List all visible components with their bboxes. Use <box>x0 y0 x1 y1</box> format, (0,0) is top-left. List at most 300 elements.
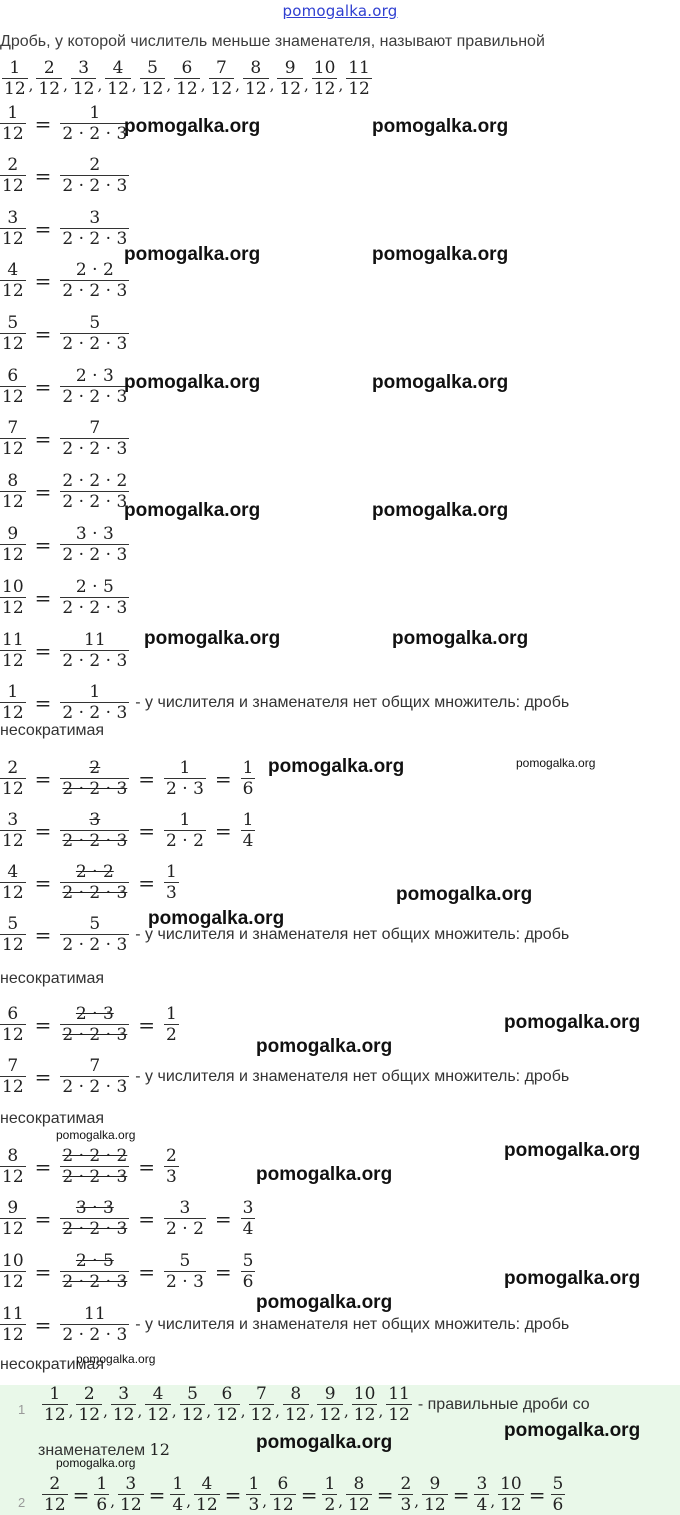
watermark: pomogalka.org <box>392 628 529 649</box>
fraction <box>0 208 26 249</box>
answer-item-number: 2 <box>18 1495 26 1510</box>
denominator: 2 <box>166 1025 177 1045</box>
equation-row <box>0 914 569 955</box>
comma: , <box>262 1491 268 1510</box>
list-fraction <box>2 58 28 99</box>
fraction <box>170 1474 185 1515</box>
equals-sign: = <box>34 268 52 293</box>
answer-fraction <box>352 1384 378 1425</box>
numerator: 8 <box>290 1384 302 1404</box>
equation-row <box>0 1251 255 1292</box>
denominator: 2 · 2 · 3 <box>62 779 128 799</box>
numerator: 6 <box>277 1474 289 1494</box>
site-header-link[interactable]: pomogalka.org <box>282 2 398 20</box>
fraction <box>60 1304 129 1345</box>
denominator: 12 <box>210 79 233 99</box>
denominator: 12 <box>2 1077 24 1097</box>
answer-row-1 <box>42 1384 590 1425</box>
numerator: 3 <box>7 208 19 228</box>
numerator: 2 <box>400 1474 412 1494</box>
numerator: 2 <box>89 758 101 778</box>
fraction-list <box>2 58 372 99</box>
fraction <box>60 1146 129 1187</box>
denominator: 12 <box>72 79 95 99</box>
numerator: 2 · 2 <box>75 862 114 882</box>
fraction <box>164 1004 179 1045</box>
numerator: 2 <box>49 1474 61 1494</box>
denominator: 12 <box>44 1405 66 1425</box>
denominator: 12 <box>348 79 370 99</box>
equation-row <box>0 418 129 459</box>
numerator: 7 <box>255 1384 267 1404</box>
denominator: 12 <box>2 492 24 512</box>
equals-sign: = <box>138 870 156 895</box>
fraction <box>0 630 26 671</box>
denominator: 2 · 2 · 3 <box>62 439 128 459</box>
watermark: pomogalka.org <box>124 244 261 265</box>
equation-row <box>0 208 129 249</box>
fraction <box>42 1474 68 1515</box>
denominator: 12 <box>196 1495 218 1515</box>
numerator: 2 · 5 <box>75 577 114 597</box>
fraction <box>0 1056 26 1097</box>
comma: , <box>269 75 275 94</box>
irreducible-note: - у числителя и знаменателя нет общих множитель: дробь <box>135 1067 570 1085</box>
watermark: pomogalka.org <box>268 756 405 777</box>
fraction <box>60 862 129 903</box>
equals-sign: = <box>34 818 52 843</box>
numerator: 10 <box>2 1251 24 1271</box>
numerator: 2 · 2 · 2 <box>62 1146 128 1166</box>
equals-sign: = <box>376 1482 394 1507</box>
numerator: 1 <box>324 1474 336 1494</box>
comma: , <box>131 75 137 94</box>
numerator: 3 <box>242 1198 254 1218</box>
fraction <box>0 577 26 618</box>
equals-sign: = <box>34 163 52 188</box>
comma: , <box>171 1401 177 1420</box>
fraction <box>60 682 129 723</box>
list-fraction <box>209 58 235 99</box>
numerator: 1 <box>49 1384 61 1404</box>
equation-row <box>0 758 255 799</box>
denominator: 4 <box>476 1495 488 1515</box>
equation-row <box>0 1004 179 1045</box>
watermark: pomogalka.org <box>124 372 261 393</box>
numerator: 2 <box>83 1384 95 1404</box>
answer-fraction <box>283 1384 309 1425</box>
denominator: 12 <box>500 1495 522 1515</box>
fraction <box>241 758 256 799</box>
fraction <box>346 1474 372 1515</box>
equation-row <box>0 577 129 618</box>
numerator: 2 <box>7 155 19 175</box>
denominator: 2 · 2 · 3 <box>62 598 128 618</box>
denominator: 6 <box>96 1495 108 1515</box>
denominator: 6 <box>242 1272 254 1292</box>
denominator: 12 <box>2 229 24 249</box>
denominator: 12 <box>216 1405 238 1425</box>
denominator: 12 <box>38 79 61 99</box>
equation-row <box>0 1146 179 1187</box>
watermark: pomogalka.org <box>396 884 533 905</box>
numerator: 3 · 3 <box>75 524 114 544</box>
numerator: 3 <box>125 1474 137 1494</box>
numerator: 5 <box>147 58 158 78</box>
watermark: pomogalka.org <box>504 1012 641 1033</box>
irreducible-note: - у числителя и знаменателя нет общих множитель: дробь <box>135 925 570 943</box>
fraction <box>60 366 129 407</box>
equals-sign: = <box>34 690 52 715</box>
fraction <box>241 1251 256 1292</box>
denominator: 2 · 2 · 3 <box>62 229 128 249</box>
equation-row <box>0 313 129 354</box>
numerator: 7 <box>7 418 19 438</box>
numerator: 3 <box>476 1474 488 1494</box>
numerator: 2 <box>7 758 19 778</box>
denominator: 12 <box>353 1405 376 1425</box>
denominator: 12 <box>44 1495 66 1515</box>
irreducible-note: - у числителя и знаменателя нет общих множитель: дробь <box>135 693 570 711</box>
equals-sign: = <box>138 1154 156 1179</box>
comma: , <box>235 75 240 94</box>
equals-sign: = <box>34 1154 52 1179</box>
denominator: 3 <box>166 1167 177 1187</box>
denominator: 12 <box>313 79 336 99</box>
watermark: pomogalka.org <box>372 244 509 265</box>
numerator: 5 <box>7 914 19 934</box>
denominator: 3 <box>166 883 177 903</box>
answer-fraction <box>317 1384 343 1425</box>
numerator: 2 <box>166 1146 177 1166</box>
answer-fraction <box>214 1384 240 1425</box>
numerator: 1 <box>9 58 21 78</box>
fraction <box>164 1146 179 1187</box>
equation-row <box>0 1056 569 1097</box>
equals-sign: = <box>34 374 52 399</box>
equals-sign: = <box>34 479 52 504</box>
denominator: 12 <box>284 1405 307 1425</box>
denominator: 2 · 3 <box>166 779 204 799</box>
numerator: 10 <box>353 1384 376 1404</box>
comma: , <box>97 75 103 94</box>
fraction <box>60 914 129 955</box>
equals-sign: = <box>34 638 52 663</box>
numerator: 8 <box>250 58 262 78</box>
list-fraction <box>346 58 372 99</box>
comma: , <box>186 1491 192 1510</box>
numerator: 4 <box>112 58 124 78</box>
list-fraction <box>174 58 200 99</box>
numerator: 5 <box>187 1384 198 1404</box>
numerator: 7 <box>89 418 101 438</box>
numerator: 6 <box>7 1004 19 1024</box>
answer-item-number: 1 <box>18 1402 26 1417</box>
numerator: 10 <box>2 577 24 597</box>
numerator: 4 <box>152 1384 164 1404</box>
numerator: 11 <box>348 58 370 78</box>
denominator: 2 · 2 · 3 <box>62 545 128 565</box>
fraction <box>60 758 129 799</box>
numerator: 6 <box>181 58 193 78</box>
denominator: 12 <box>2 176 24 196</box>
comma: , <box>309 1401 315 1420</box>
denominator: 12 <box>2 124 24 144</box>
comma: , <box>110 1491 116 1510</box>
comma: , <box>166 75 172 94</box>
denominator: 12 <box>2 651 24 671</box>
numerator: 8 <box>7 1146 19 1166</box>
list-fraction <box>277 58 303 99</box>
comma: , <box>63 75 68 94</box>
numerator: 11 <box>2 1304 24 1324</box>
fraction <box>322 1474 337 1515</box>
fraction <box>164 810 206 851</box>
watermark: pomogalka.org <box>56 1456 136 1470</box>
fraction <box>60 208 129 249</box>
fraction <box>270 1474 296 1515</box>
fraction <box>0 1251 26 1292</box>
denominator: 12 <box>424 1495 446 1515</box>
irreducible-continuation: несократимая <box>0 1110 105 1127</box>
numerator: 1 <box>166 862 177 882</box>
list-fraction <box>105 58 131 99</box>
denominator: 12 <box>2 281 24 301</box>
denominator: 12 <box>4 79 26 99</box>
numerator: 1 <box>89 682 101 702</box>
denominator: 12 <box>181 1405 204 1425</box>
equals-sign: = <box>34 922 52 947</box>
denominator: 12 <box>2 439 24 459</box>
list-fraction <box>36 58 62 99</box>
equals-sign: = <box>224 1482 242 1507</box>
fraction <box>0 862 26 903</box>
fraction <box>0 418 26 459</box>
comma: , <box>414 1491 420 1510</box>
numerator: 4 <box>7 260 19 280</box>
watermark: pomogalka.org <box>372 116 509 137</box>
numerator: 11 <box>84 630 106 650</box>
numerator: 3 · 3 <box>75 1198 114 1218</box>
denominator: 2 · 2 · 3 <box>62 1025 128 1045</box>
fraction <box>0 524 26 565</box>
fraction <box>164 1198 206 1239</box>
watermark: pomogalka.org <box>256 1292 393 1313</box>
answer-text: - правильные дроби со <box>417 1395 590 1413</box>
fraction <box>0 103 26 144</box>
equals-sign: = <box>138 1259 156 1284</box>
equation-row <box>0 366 129 407</box>
equation-row <box>0 1198 255 1239</box>
watermark: pomogalka.org <box>504 1268 641 1289</box>
denominator: 12 <box>2 1167 24 1187</box>
watermark: pomogalka.org <box>124 116 261 137</box>
fraction <box>164 1251 206 1292</box>
denominator: 4 <box>242 1219 254 1239</box>
fraction <box>0 1304 26 1345</box>
numerator: 3 <box>118 1384 130 1404</box>
numerator: 5 <box>89 914 101 934</box>
fraction <box>0 914 26 955</box>
equals-sign: = <box>34 426 52 451</box>
denominator: 12 <box>2 545 24 565</box>
watermark: pomogalka.org <box>256 1036 393 1057</box>
denominator: 12 <box>2 387 24 407</box>
watermark: pomogalka.org <box>516 756 596 770</box>
numerator: 1 <box>172 1474 184 1494</box>
denominator: 12 <box>2 935 24 955</box>
denominator: 2 · 2 · 3 <box>62 703 128 723</box>
fraction <box>0 155 26 196</box>
equals-sign: = <box>34 1012 52 1037</box>
equals-sign: = <box>214 818 232 843</box>
equation-row <box>0 524 129 565</box>
denominator: 2 · 2 · 3 <box>62 1272 128 1292</box>
numerator: 3 <box>7 810 19 830</box>
fraction <box>241 810 256 851</box>
numerator: 9 <box>284 58 296 78</box>
answer-denominator: 12 <box>149 1440 170 1459</box>
answer-fraction <box>386 1384 412 1425</box>
denominator: 6 <box>242 779 254 799</box>
numerator: 1 <box>179 758 191 778</box>
comma: , <box>137 1401 143 1420</box>
numerator: 5 <box>7 313 19 333</box>
fraction <box>164 862 179 903</box>
watermark: pomogalka.org <box>504 1140 641 1161</box>
comma: , <box>304 75 309 94</box>
equals-sign: = <box>72 1482 90 1507</box>
fraction <box>0 471 26 512</box>
denominator: 12 <box>2 1272 24 1292</box>
denominator: 2 · 2 · 3 <box>62 1167 128 1187</box>
fraction <box>118 1474 144 1515</box>
comma: , <box>338 1491 344 1510</box>
equals-sign: = <box>34 111 52 136</box>
denominator: 12 <box>272 1495 294 1515</box>
answer-text-continuation: знаменателем 12 <box>38 1440 170 1459</box>
denominator: 2 · 2 · 3 <box>62 176 128 196</box>
numerator: 8 <box>353 1474 365 1494</box>
numerator: 9 <box>7 1198 19 1218</box>
fraction <box>0 1146 26 1187</box>
fraction <box>60 155 129 196</box>
equals-sign: = <box>148 1482 166 1507</box>
answer-fraction <box>42 1384 68 1425</box>
denominator: 2 · 2 · 3 <box>62 883 128 903</box>
numerator: 2 · 2 · 2 <box>62 471 128 491</box>
equals-sign: = <box>452 1482 470 1507</box>
denominator: 12 <box>147 1405 169 1425</box>
numerator: 3 <box>89 810 101 830</box>
comma: , <box>378 1401 384 1420</box>
equals-sign: = <box>34 1259 52 1284</box>
numerator: 5 <box>89 313 101 333</box>
fraction <box>194 1474 220 1515</box>
equals-sign: = <box>138 1012 156 1037</box>
answer-fraction <box>180 1384 206 1425</box>
denominator: 12 <box>176 79 198 99</box>
numerator: 2 · 3 <box>75 366 114 386</box>
denominator: 6 <box>552 1495 564 1515</box>
equals-sign: = <box>34 766 52 791</box>
equals-sign: = <box>34 321 52 346</box>
fraction <box>60 630 129 671</box>
numerator: 2 · 5 <box>75 1251 114 1271</box>
numerator: 3 <box>179 1198 191 1218</box>
equation-row <box>0 862 179 903</box>
answer-row-2 <box>42 1474 565 1515</box>
equals-sign: = <box>138 818 156 843</box>
comma: , <box>103 1401 108 1420</box>
equals-sign: = <box>34 1312 52 1337</box>
comma: , <box>68 1401 74 1420</box>
fraction <box>60 577 129 618</box>
denominator: 12 <box>2 1219 24 1239</box>
numerator: 11 <box>388 1384 410 1404</box>
denominator: 12 <box>388 1405 410 1425</box>
numerator: 2 · 2 <box>75 260 114 280</box>
denominator: 2 · 2 · 3 <box>62 492 128 512</box>
comma: , <box>240 1401 246 1420</box>
numerator: 1 <box>7 682 19 702</box>
denominator: 2 · 2 · 3 <box>62 1077 128 1097</box>
denominator: 3 <box>248 1495 260 1515</box>
numerator: 11 <box>84 1304 106 1324</box>
numerator: 3 <box>78 58 90 78</box>
denominator: 12 <box>348 1495 370 1515</box>
irreducible-continuation: несократимая <box>0 970 105 987</box>
denominator: 2 · 2 · 3 <box>62 124 128 144</box>
numerator: 6 <box>221 1384 233 1404</box>
irreducible-continuation: несократимая <box>0 1356 105 1373</box>
denominator: 12 <box>78 1405 101 1425</box>
denominator: 2 · 3 <box>166 1272 204 1292</box>
answer-fraction <box>76 1384 102 1425</box>
watermark: pomogalka.org <box>372 500 509 521</box>
fraction <box>0 313 26 354</box>
watermark: pomogalka.org <box>256 1432 393 1453</box>
denominator: 12 <box>319 1405 342 1425</box>
denominator: 12 <box>2 703 24 723</box>
denominator: 2 · 2 <box>166 831 204 851</box>
equals-sign: = <box>34 1206 52 1231</box>
equation-row <box>0 682 569 723</box>
watermark: pomogalka.org <box>76 1352 156 1366</box>
numerator: 7 <box>7 1056 19 1076</box>
denominator: 12 <box>2 334 24 354</box>
equals-sign: = <box>138 766 156 791</box>
denominator: 12 <box>107 79 129 99</box>
fraction <box>60 524 129 565</box>
denominator: 2 <box>324 1495 336 1515</box>
denominator: 12 <box>2 598 24 618</box>
numerator: 5 <box>552 1474 564 1494</box>
denominator: 12 <box>2 1325 24 1345</box>
fraction <box>0 260 26 301</box>
denominator: 12 <box>120 1495 142 1515</box>
watermark: pomogalka.org <box>372 372 509 393</box>
fraction <box>60 260 129 301</box>
numerator: 9 <box>324 1384 336 1404</box>
equals-sign: = <box>214 1206 232 1231</box>
numerator: 1 <box>179 810 191 830</box>
fraction <box>0 682 26 723</box>
intro-text: Дробь, у которой числитель меньше знаменателя, называют правильной <box>0 33 545 50</box>
list-fraction <box>71 58 97 99</box>
comma: , <box>338 75 344 94</box>
fraction <box>164 758 206 799</box>
